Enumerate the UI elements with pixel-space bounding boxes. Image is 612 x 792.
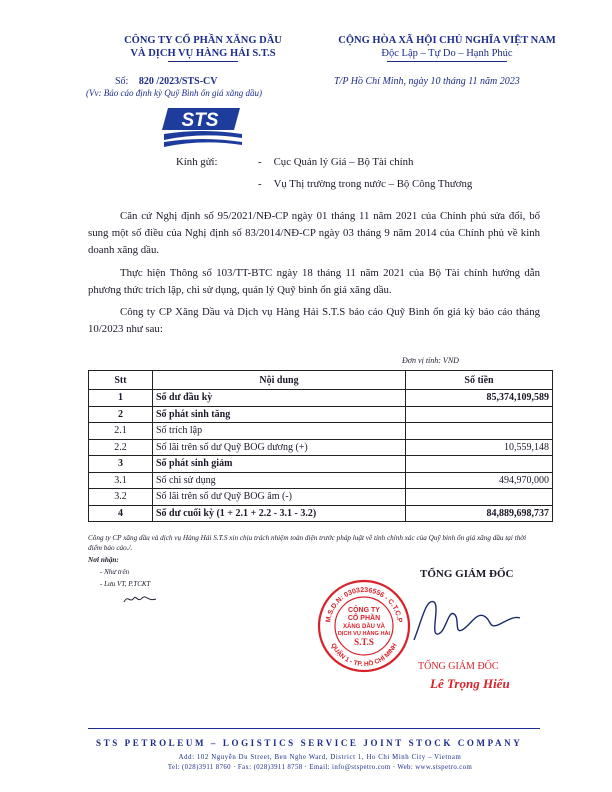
signature-title: TỔNG GIÁM ĐỐC [420, 568, 514, 580]
header-amount: Số tiền [406, 371, 553, 390]
document-number [115, 76, 217, 87]
receiver-line-1: - Như trên [100, 568, 130, 576]
seal-line-3: XĂNG DẦU VÀ [342, 624, 386, 630]
receivers-label: Nơi nhận: [88, 556, 119, 564]
row-amount [406, 423, 553, 440]
row-content: Số trích lập [153, 423, 406, 440]
row-stt: 2.1 [89, 423, 153, 440]
row-stt: 3.2 [89, 489, 153, 506]
row-stt: 2.2 [89, 439, 153, 456]
recipient-1-text: Cục Quản lý Giá – Bộ Tài chính [273, 156, 414, 168]
republic-header [322, 34, 572, 62]
row-stt: 4 [89, 505, 153, 522]
table-row [89, 390, 553, 407]
row-amount [406, 456, 553, 473]
republic-motto: Độc Lập – Tự Do – Hạnh Phúc [381, 48, 513, 59]
initials-signature [122, 592, 158, 606]
table-row [89, 439, 553, 456]
sts-logo [162, 104, 244, 148]
table-header-row [89, 371, 553, 390]
row-stt: 1 [89, 390, 153, 407]
receiver-line-2: - Lưu VT, P.TCKT [100, 580, 151, 588]
unit-label: Đơn vị tính: VND [402, 356, 459, 365]
row-amount: 10,559,148 [406, 439, 553, 456]
row-stt: 3 [89, 456, 153, 473]
table-row [89, 505, 553, 522]
responsibility-note: Công ty CP xăng dầu và dịch vụ Hàng Hải S.T.S xin chịu trách nhiệm toàn diện trước pháp luật về tính chính xác của Quỹ bình ổn giá xăng dầu tại thời điểm báo cáo./. [88, 534, 527, 552]
signature-title-stamp: TỔNG GIÁM ĐỐC [418, 661, 499, 672]
footer-address: Add: 102 Nguyễn Du Street, Ben Nghe Ward, District 1, Ho Chi Minh City – Vietnam [178, 754, 462, 761]
recipient-2-text: Vụ Thị trường trong nước – Bộ Công Thương [273, 178, 473, 190]
row-content: Số phát sinh tăng [153, 406, 406, 423]
table-row [89, 456, 553, 473]
director-name: Lê Trọng Hiếu [430, 676, 510, 691]
table-row [89, 472, 553, 489]
company-seal [316, 578, 412, 674]
company-name-line2: VÀ DỊCH VỤ HÀNG HẢI S.T.S [130, 48, 276, 59]
republic-title: CỘNG HÒA XÃ HỘI CHỦ NGHĨA VIỆT NAM [338, 35, 556, 46]
document-date: T/P Hồ Chí Minh, ngày 10 tháng 11 năm 2023 [334, 76, 520, 87]
row-amount [406, 489, 553, 506]
footer-company: STS PETROLEUM – LOGISTICS SERVICE JOINT STOCK COMPANY [96, 738, 523, 748]
table-row [89, 489, 553, 506]
paragraph-legal-basis: Căn cứ Nghị định số 95/2021/NĐ-CP ngày 01 tháng 11 năm 2021 của Chính phủ sửa đổi, bổ sung một số điều của Nghị định số 83/2014/NĐ-CP ngày 03 tháng 9 năm 2014 của Chính phủ về kinh doanh xăng dầu. [88, 210, 540, 256]
table-body [89, 390, 553, 522]
row-amount: 84,889,698,737 [406, 505, 553, 522]
seal-line-1: CÔNG TY [348, 607, 380, 614]
seal-bottom-text: QUẬN 1 - TP. HỒ CHÍ MINH [329, 642, 399, 669]
row-content: Số chi sử dụng [153, 472, 406, 489]
seal-top-text: M.S.D.N: 0303236556 - C.T.C.P [325, 586, 403, 624]
recipients-label: Kính gửi: [176, 156, 218, 168]
seal-line-2: CỔ PHẦN [347, 615, 381, 622]
header-stt: Stt [89, 371, 153, 390]
row-amount: 85,374,109,589 [406, 390, 553, 407]
paragraph-report-intro: Công ty CP Xăng Dầu và Dịch vụ Hàng Hải S.T.S báo cáo Quỹ Bình ổn giá kỳ báo cáo tháng 10/2023 như sau: [88, 306, 540, 335]
fund-report-table [88, 370, 553, 522]
company-underline [168, 61, 238, 62]
row-content: Số dư cuối kỳ (1 + 2.1 + 2.2 - 3.1 - 3.2) [153, 505, 406, 522]
seal-line-4: DỊCH VỤ HÀNG HẢI [337, 631, 391, 637]
seal-line-5: S.T.S [354, 637, 374, 647]
motto-underline [387, 61, 507, 62]
table-row [89, 406, 553, 423]
row-stt: 2 [89, 406, 153, 423]
company-name [88, 34, 318, 62]
header-content: Nội dung [153, 371, 406, 390]
company-name-line1: CÔNG TY CỔ PHẦN XĂNG DẦU [124, 35, 282, 46]
recipient-2: - Vụ Thị trường trong nước – Bộ Công Thương [258, 178, 473, 190]
row-stt: 3.1 [89, 472, 153, 489]
row-amount: 494,970,000 [406, 472, 553, 489]
table-row [89, 423, 553, 440]
row-content: Số phát sinh giảm [153, 456, 406, 473]
row-content: Số dư đầu kỳ [153, 390, 406, 407]
recipient-1: - Cục Quản lý Giá – Bộ Tài chính [258, 156, 414, 168]
document-subject: (Vv: Báo cáo định kỳ Quỹ Bình ổn giá xăng dầu) [86, 88, 262, 98]
footer-divider [88, 728, 540, 729]
paragraph-implementation: Thực hiện Thông số 103/TT-BTC ngày 18 tháng 11 năm 2021 của Bộ Tài chính hướng dẫn phương thức trích lập, chi sử dụng, quản lý Quỹ bình ổn giá xăng dầu. [88, 267, 540, 296]
footer-contacts: Tel: (028)3911 8760 · Fax: (028)3911 8758 · Email: info@stspetro.com · Web: www.stspetro.com [167, 764, 473, 771]
sts-logo-icon [162, 104, 244, 148]
director-signature [404, 590, 524, 650]
document-number-label: Số: [115, 76, 129, 87]
seal-stamp-icon [316, 578, 412, 674]
row-amount [406, 406, 553, 423]
logo-text: STS [181, 110, 219, 131]
row-content: Số lãi trên số dư Quỹ BOG âm (-) [153, 489, 406, 506]
document-number-value: 820 /2023/STS-CV [138, 76, 218, 87]
row-content: Số lãi trên số dư Quỹ BOG dương (+) [153, 439, 406, 456]
